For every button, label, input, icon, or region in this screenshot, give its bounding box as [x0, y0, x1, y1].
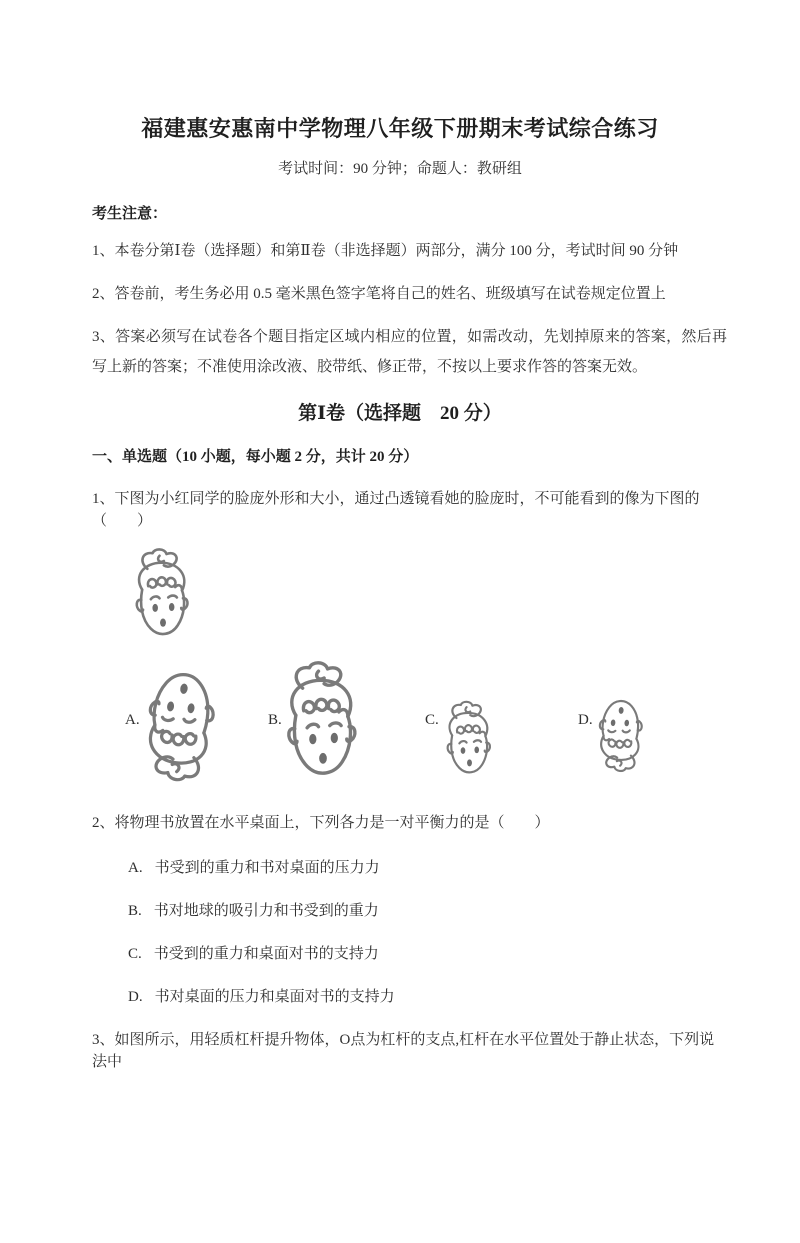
notice-item-1: 1、本卷分第Ⅰ卷（选择题）和第Ⅱ卷（非选择题）两部分，满分 100 分，考试时间 90 分钟 — [92, 243, 679, 259]
question-2-option-d — [128, 987, 727, 1007]
question-1-figure — [92, 532, 760, 812]
question-2-option-a — [128, 858, 727, 878]
part-1-header: 一、单选题（10 小题，每小题 2 分，共计 20 分） — [92, 449, 419, 465]
q1-option-c-label: C. — [425, 712, 439, 728]
question-2-option-c — [128, 944, 727, 964]
question-2-stem: 2、将物理书放置在水平桌面上，下列各力是一对平衡力的是（ ） — [92, 815, 550, 831]
q2-option-d-text: 书对桌面的压力和桌面对书的支持力 — [154, 989, 395, 1005]
exam-paper-page — [0, 112, 800, 1243]
q1-option-d-label: D. — [578, 712, 593, 728]
q2-option-b-text: 书对地球的吸引力和书受到的重力 — [153, 903, 379, 919]
q2-option-b-letter: B. — [128, 903, 142, 919]
q1-option-a-label: A. — [125, 712, 140, 728]
q2-option-a-text: 书受到的重力和书对桌面的压力力 — [154, 860, 380, 876]
question-1-stem: 1、下图为小红同学的脸庞外形和大小，通过凸透镜看她的脸庞时，不可能看到的像为下图的（ ） — [92, 491, 700, 529]
q2-option-d-letter: D. — [128, 989, 143, 1005]
section-1-header: 第Ⅰ卷（选择题 20 分） — [298, 403, 502, 424]
question-2-option-b — [128, 901, 727, 921]
q1-option-b-label: B. — [268, 712, 282, 728]
question-3-stem: 3、如图所示，用轻质杠杆提升物体，O点为杠杆的支点,杠杆在水平位置处于静止状态，下列说法中 — [92, 1032, 715, 1070]
exam-subtitle: 考试时间：90 分钟；命题人：教研组 — [278, 161, 522, 177]
q1-option-b-face-image — [280, 660, 366, 782]
reference-face-image — [130, 548, 196, 640]
q2-option-c-letter: C. — [128, 946, 142, 962]
q1-option-d-face-image — [592, 696, 647, 772]
q2-option-c-text: 书受到的重力和桌面对书的支持力 — [153, 946, 379, 962]
q1-option-c-face-image — [442, 700, 497, 778]
q1-option-a-face-image — [138, 666, 220, 782]
notice-heading: 考生注意： — [92, 206, 168, 222]
exam-title: 福建惠安惠南中学物理八年级下册期末考试综合练习 — [141, 116, 659, 141]
q2-option-a-letter: A. — [128, 860, 143, 876]
notice-item-2: 2、答卷前，考生务必用 0.5 毫米黑色签字笔将自己的姓名、班级填写在试卷规定位置上 — [92, 286, 666, 302]
notice-item-3: 3、答案必须写在试卷各个题目指定区域内相应的位置，如需改动，先划掉原来的答案，然后再写上新的答案；不准使用涂改液、胶带纸、修正带，不按以上要求作答的答案无效。 — [92, 329, 727, 375]
